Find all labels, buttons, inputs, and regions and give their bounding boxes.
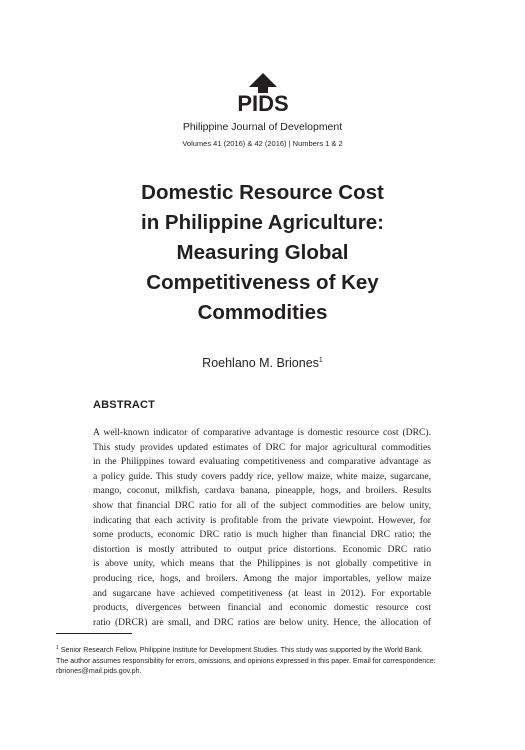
footnote-email[interactable]: rbriones@mail.pids.gov.ph. bbox=[56, 667, 142, 676]
paper-title bbox=[40, 178, 485, 328]
title-line: Commodities bbox=[197, 301, 328, 324]
abstract-line: A well-known indicator of comparative advantage is domestic resource cost (DRC). bbox=[93, 427, 431, 438]
abstract-line: indicating that each activity is profitable from the private viewpoint. However, for bbox=[93, 514, 431, 526]
title-line: Measuring Global bbox=[176, 241, 349, 264]
abstract-line: This study provides updated estimates of DRC for major agricultural commodities bbox=[93, 441, 431, 453]
journal-volumes: Volumes 41 (2016) & 42 (2016) | Numbers 1 & 2 bbox=[182, 139, 343, 148]
footnote-divider bbox=[56, 633, 132, 634]
abstract-line: in the Philippines toward evaluating competitiveness and comparative advantage as bbox=[93, 456, 431, 468]
pids-logo bbox=[231, 73, 295, 113]
author-name: Roehlano M. Briones bbox=[202, 356, 319, 370]
abstract-line: mango, coconut, milkfish, cardava banana, pineapple, hogs, and broilers. Results bbox=[93, 485, 431, 497]
footnote-text: Senior Research Fellow, Philippine Institute for Development Studies. This study was supported by the World Bank. bbox=[60, 646, 423, 654]
abstract-line: show that financial DRC ratio for all of the subject commodities are below unity, bbox=[93, 499, 431, 511]
author bbox=[0, 356, 525, 370]
abstract-heading: ABSTRACT bbox=[93, 399, 156, 411]
author-footnote-marker[interactable]: 1 bbox=[318, 357, 323, 364]
footnote bbox=[56, 643, 476, 677]
abstract-line: and sugarcane have achieved competitiveness (at least in 2012). For exportable bbox=[93, 587, 431, 599]
abstract-line: producing rice, hogs, and broilers. Among the major importables, yellow maize bbox=[93, 572, 431, 584]
title-line: in Philippine Agriculture: bbox=[141, 211, 384, 234]
title-line: Domestic Resource Cost bbox=[141, 181, 384, 204]
journal-name: Philippine Journal of Development bbox=[182, 121, 343, 133]
footnote-line: The author assumes responsibility for errors, omissions, and opinions expressed in this paper. Email for correspondence: bbox=[56, 656, 436, 665]
pids-logo-text: PIDS bbox=[237, 91, 289, 113]
abstract-line: products, divergences between financial and economic domestic resource cost bbox=[93, 602, 431, 614]
abstract-body bbox=[93, 426, 431, 630]
abstract-line: is above unity, which means that the Philippines is not globally competitive in bbox=[93, 558, 431, 570]
abstract-line: ratio (DRCR) are small, and DRC ratios are below unity. Hence, the allocation of bbox=[93, 616, 431, 628]
abstract-line: some products, economic DRC ratio is much higher than financial DRC ratio; the bbox=[93, 529, 431, 541]
abstract-line: a policy guide. This study covers paddy rice, yellow maize, white maize, sugarcane, bbox=[93, 470, 431, 482]
footnote-marker: 1 bbox=[56, 645, 59, 651]
title-line: Competitiveness of Key bbox=[146, 271, 379, 294]
abstract-line: distortion is mostly attributed to output price distortions. Economic DRC ratio bbox=[93, 543, 431, 555]
footnote-line bbox=[56, 643, 476, 656]
